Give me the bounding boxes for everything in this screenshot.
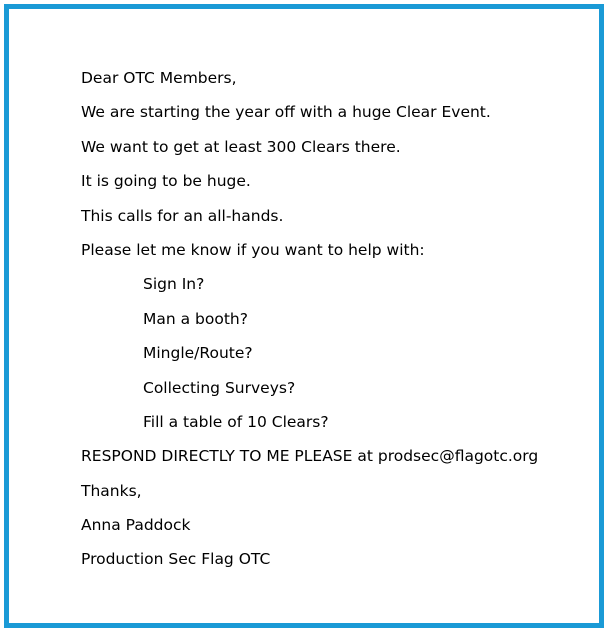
help-item: Man a booth? <box>143 309 248 328</box>
letter-body <box>81 61 538 577</box>
respond-line: RESPOND DIRECTLY TO ME PLEASE at prodsec@flagotc.org <box>81 447 539 466</box>
help-item: Mingle/Route? <box>143 344 253 363</box>
signature-title: Production Sec Flag OTC <box>81 550 271 569</box>
greeting: Dear OTC Members, <box>81 69 237 87</box>
help-item: Fill a table of 10 Clears? <box>143 412 329 431</box>
paragraph-line: We are starting the year off with a huge Clear Event. <box>81 103 491 122</box>
paragraph-line: We want to get at least 300 Clears there. <box>81 137 401 156</box>
letter-frame <box>4 4 604 628</box>
paragraph-line: Please let me know if you want to help with: <box>81 240 425 259</box>
help-item: Sign In? <box>143 275 205 294</box>
signature-name: Anna Paddock <box>81 516 191 535</box>
closing: Thanks, <box>81 481 142 500</box>
paragraph-line: It is going to be huge. <box>81 172 251 191</box>
help-item: Collecting Surveys? <box>143 378 296 397</box>
paragraph-line: This calls for an all-hands. <box>81 206 284 225</box>
